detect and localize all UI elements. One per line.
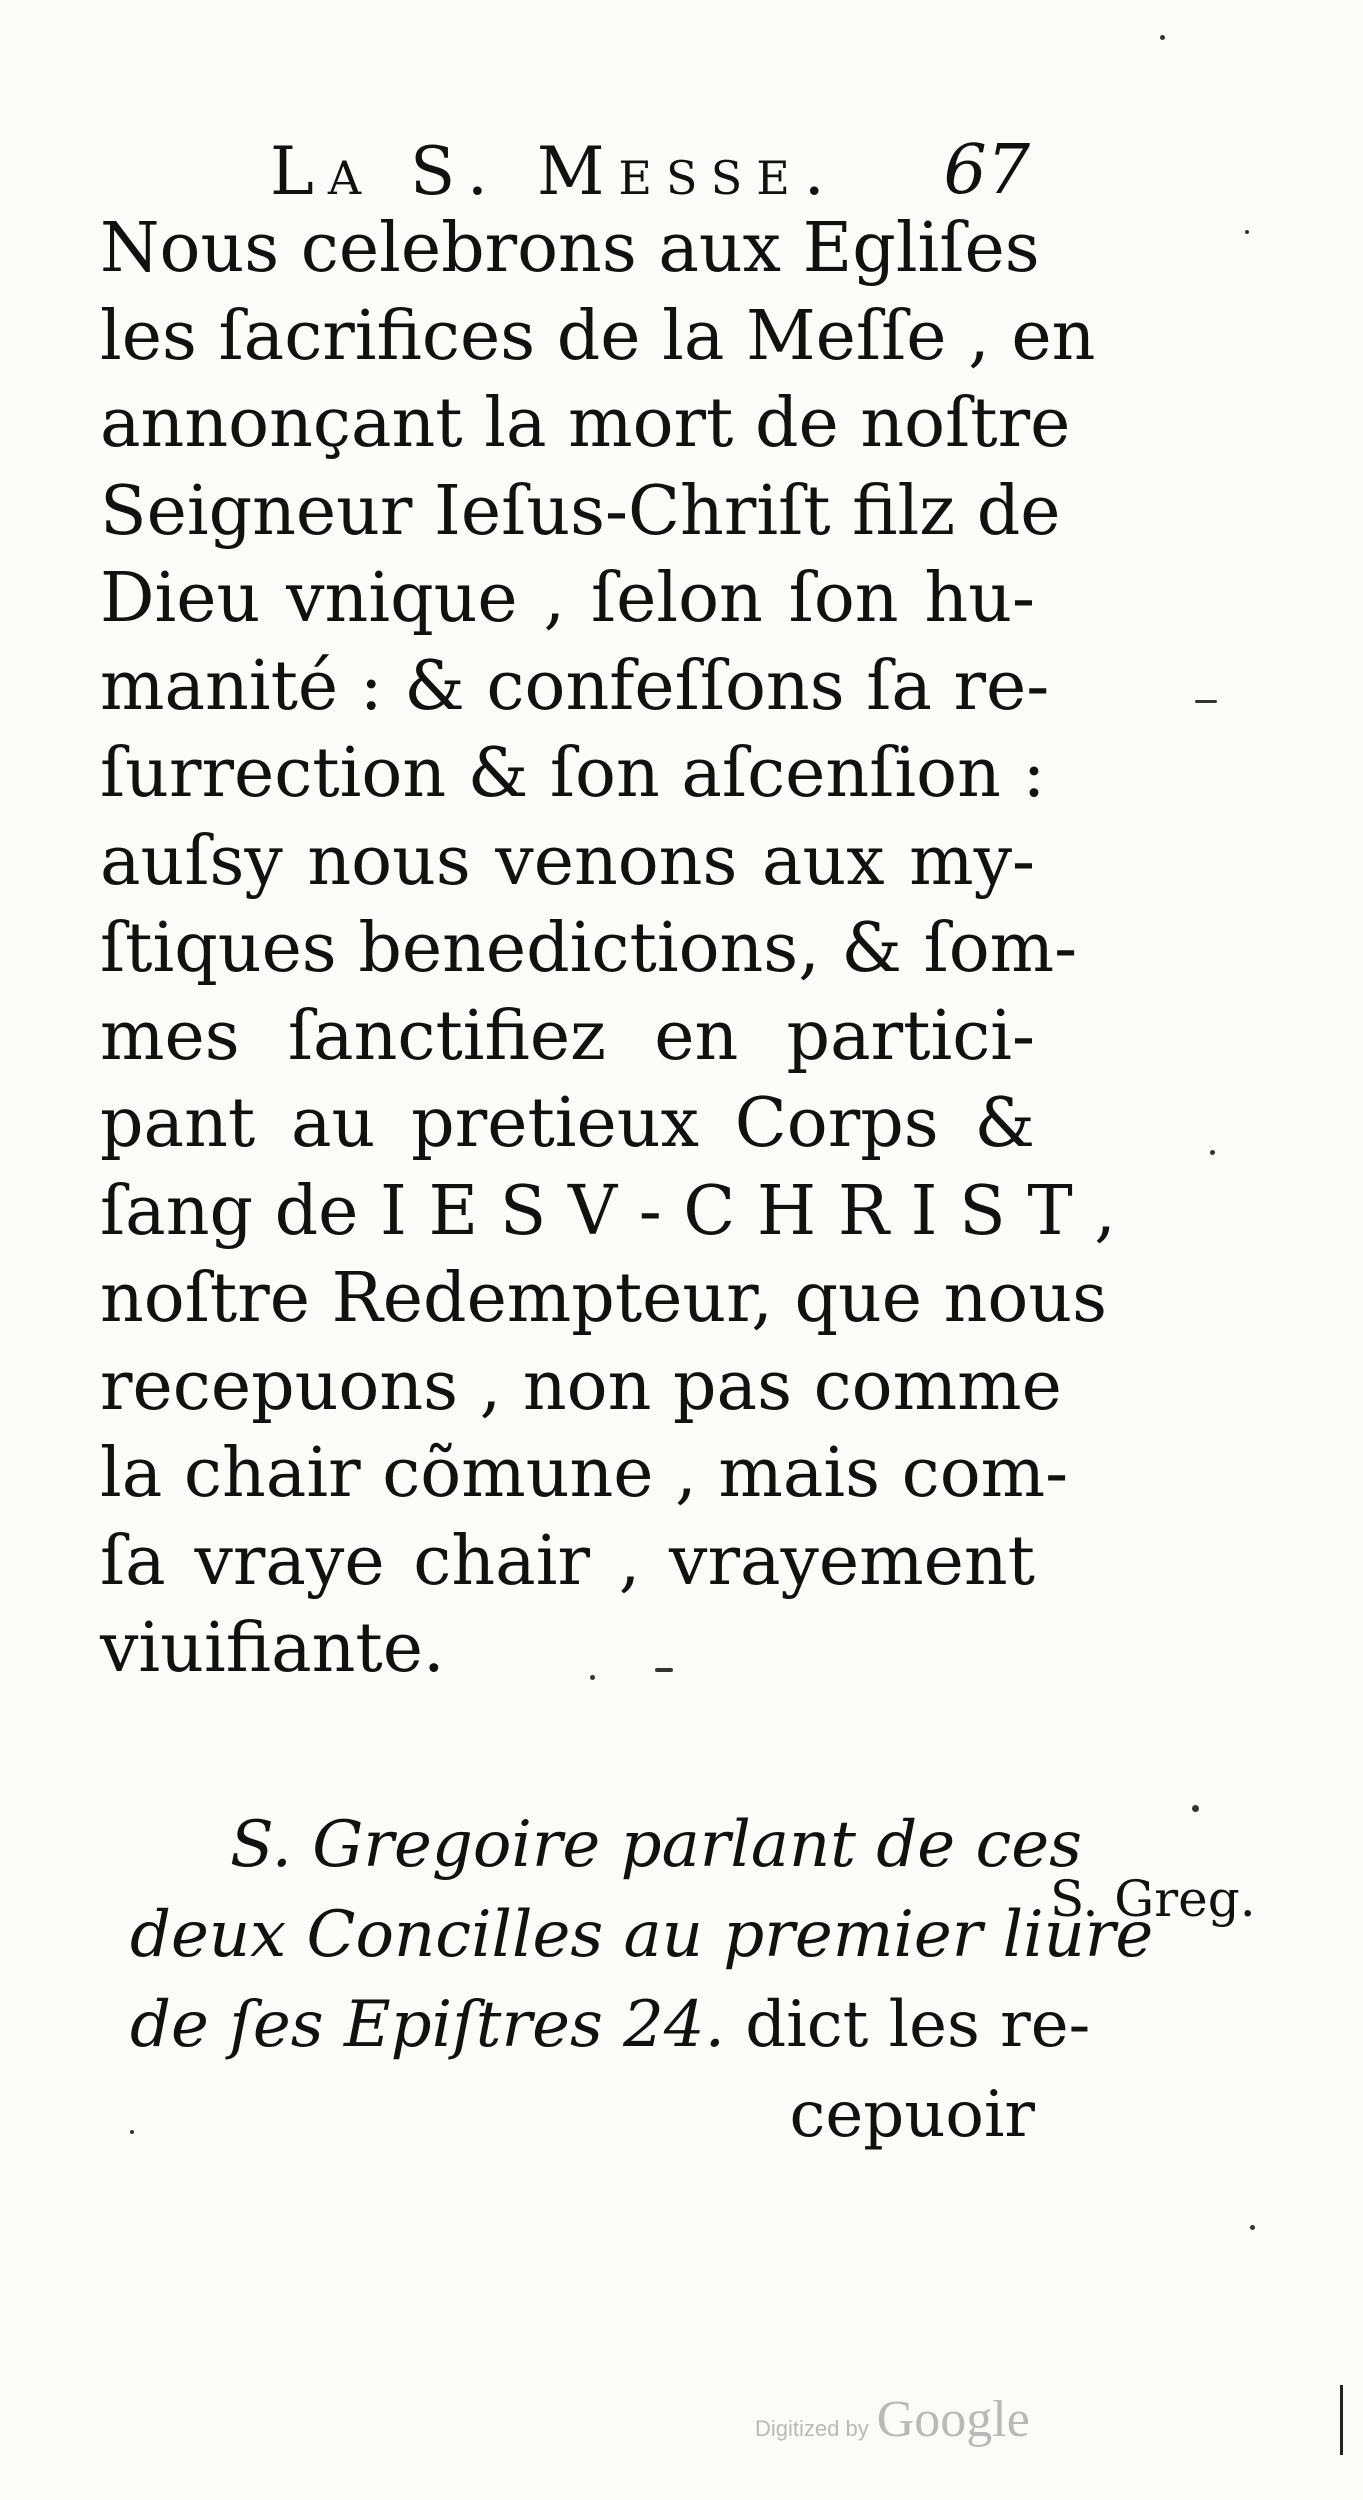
body-paragraph (100, 205, 1116, 1693)
text-line: auſsy nous venons aux my- (100, 821, 1035, 901)
text-line: annonçant la mort de noſtre (100, 384, 1071, 463)
ink-speck (1210, 1150, 1215, 1155)
text-line: Dieu vnique , ſelon ſon hu- (100, 559, 1035, 638)
watermark-prefix: Digitized by (755, 2416, 869, 2441)
running-header (270, 115, 1030, 210)
google-logo: Google (876, 2391, 1030, 2448)
ink-speck (590, 1675, 595, 1680)
text-line: deux Concilles au premier liure (130, 1898, 1154, 1972)
page-number: 67 (943, 131, 1030, 210)
text-line: ſurrection & ſon aſcenſion : (100, 734, 1046, 813)
catchword: cepuoir (789, 2078, 1035, 2152)
page-edge-mark (1340, 2385, 1343, 2455)
ink-speck (1245, 230, 1249, 234)
ink-speck (1250, 2225, 1255, 2230)
ink-speck (1160, 35, 1165, 40)
text-line: ſtiques benedictions, & ſom- (100, 909, 1078, 988)
ink-speck (1195, 700, 1217, 703)
ink-speck (655, 1668, 673, 1672)
header-title: La S. Messe. (270, 133, 839, 210)
text-line: S. Gregoire parlant de ces (230, 1808, 1082, 1882)
text-line: les ſacrifices de la Meſſe , en (100, 296, 1096, 376)
ink-speck (130, 2130, 134, 2134)
text-line: mes ſanctifiez en partici- (100, 996, 1035, 1076)
text-line: Nous celebrons aux Egliſes (100, 209, 1040, 288)
text-line: manité : & confeſſons ſa re- (100, 646, 1050, 726)
text-line: viuifiante. (100, 1609, 445, 1688)
text-line: Seigneur Ieſus-Chriſt filz de (100, 471, 1061, 551)
text-line: noſtre Redempteur, que nous (100, 1259, 1108, 1338)
digitization-watermark (755, 2390, 1030, 2449)
text-line: pant au pretieux Corps & (100, 1084, 1035, 1163)
text-line: la chair cõmune , mais com- (100, 1434, 1069, 1513)
text-line: ſa vraye chair , vrayement (100, 1521, 1035, 1601)
roman-run: dict les re- (724, 1988, 1091, 2062)
second-paragraph (130, 1800, 1154, 2160)
text-line: ſang de I E S V - C H R I S T , (100, 1171, 1116, 1251)
margin-note: S. Greg. (1050, 1870, 1256, 1928)
text-line (130, 1980, 1091, 2070)
text-line: recepuons , non pas comme (100, 1346, 1062, 1426)
ink-speck (1192, 1805, 1199, 1812)
italic-run: de ſes Epiſtres 24. (130, 1988, 725, 2062)
